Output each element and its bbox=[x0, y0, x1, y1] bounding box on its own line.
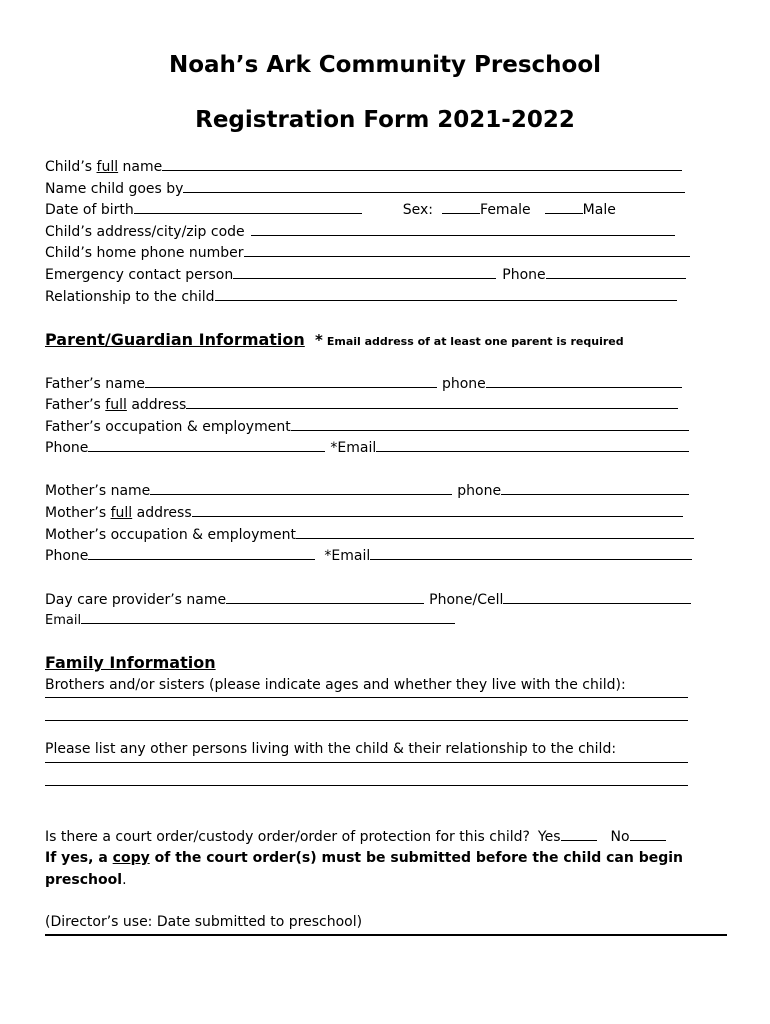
child-address-label: Child’s address/city/zip code bbox=[45, 224, 245, 240]
parent-guardian-heading: Parent/Guardian Information bbox=[45, 330, 305, 349]
daycare-row bbox=[45, 591, 691, 608]
child-home-phone-field[interactable] bbox=[244, 244, 690, 257]
form-title: Registration Form 2021-2022 bbox=[195, 107, 575, 133]
daycare-provider-label: Day care provider’s name bbox=[45, 592, 227, 608]
mother-phone-email-row bbox=[45, 547, 692, 564]
mother-occupation-field[interactable] bbox=[296, 526, 694, 539]
child-home-phone-row bbox=[45, 244, 690, 261]
child-goes-by-field[interactable] bbox=[183, 180, 685, 193]
court-order-question: Is there a court order/custody order/order of protection for this child? bbox=[45, 829, 530, 845]
emergency-contact-field[interactable] bbox=[233, 266, 496, 279]
father-email-field[interactable] bbox=[376, 439, 689, 452]
siblings-field-1[interactable] bbox=[45, 697, 688, 698]
daycare-phone-field[interactable] bbox=[503, 591, 691, 604]
child-full-name-row bbox=[45, 158, 682, 175]
mother-phone2-label: Phone bbox=[45, 548, 89, 564]
daycare-provider-field[interactable] bbox=[226, 591, 424, 604]
child-full-name-label: Child’s full name bbox=[45, 159, 163, 175]
child-home-phone-label: Child’s home phone number bbox=[45, 245, 244, 261]
emergency-contact-label: Emergency contact person bbox=[45, 267, 234, 283]
father-phone2-label: Phone bbox=[45, 440, 89, 456]
email-required-note: * Email address of at least one parent is required bbox=[315, 331, 624, 349]
dob-field[interactable] bbox=[134, 201, 362, 214]
father-email-label: *Email bbox=[330, 440, 377, 456]
mother-phone-label: phone bbox=[457, 483, 502, 499]
emergency-phone-field[interactable] bbox=[546, 266, 686, 279]
father-phone-label: phone bbox=[441, 376, 486, 392]
court-no-field[interactable] bbox=[630, 828, 666, 841]
others-prompt: Please list any other persons living with the child & their relationship to the child: bbox=[45, 741, 617, 757]
daycare-phone-label: Phone/Cell bbox=[429, 592, 504, 608]
mother-name-row bbox=[45, 482, 689, 499]
mother-address-row bbox=[45, 504, 683, 521]
mother-email-field[interactable] bbox=[370, 547, 692, 560]
others-field-2[interactable] bbox=[45, 785, 688, 786]
court-order-row bbox=[45, 828, 666, 845]
director-use-field[interactable] bbox=[45, 934, 727, 936]
father-phone-field[interactable] bbox=[486, 375, 682, 388]
father-phone2-field[interactable] bbox=[88, 439, 325, 452]
emergency-contact-row bbox=[45, 266, 686, 283]
dob-sex-row bbox=[45, 201, 616, 218]
father-address-row bbox=[45, 396, 678, 413]
mother-email-label: *Email bbox=[324, 548, 371, 564]
father-phone-email-row bbox=[45, 439, 689, 456]
sex-label: Sex: bbox=[402, 202, 434, 218]
relationship-field[interactable] bbox=[215, 288, 677, 301]
father-name-field[interactable] bbox=[145, 375, 437, 388]
school-name: Noah’s Ark Community Preschool bbox=[168, 52, 602, 78]
court-no-label: No bbox=[610, 829, 630, 845]
mother-address-label: Mother’s full address bbox=[45, 505, 192, 521]
daycare-email-field[interactable] bbox=[81, 611, 455, 624]
father-name-row bbox=[45, 375, 682, 392]
father-occupation-row bbox=[45, 418, 689, 435]
female-label: Female bbox=[480, 202, 531, 218]
siblings-field-2[interactable] bbox=[45, 720, 688, 721]
dob-label: Date of birth bbox=[45, 202, 134, 218]
mother-occupation-row bbox=[45, 526, 694, 543]
female-checkbox[interactable] bbox=[442, 201, 480, 214]
child-address-field[interactable] bbox=[251, 223, 675, 236]
mother-address-field[interactable] bbox=[192, 504, 683, 517]
court-yes-label: Yes bbox=[537, 829, 561, 845]
father-name-label: Father’s name bbox=[45, 376, 145, 392]
father-address-label: Father’s full address bbox=[45, 397, 187, 413]
child-full-name-field[interactable] bbox=[162, 158, 682, 171]
court-order-note-line2: preschool. bbox=[45, 872, 127, 888]
director-use-label: (Director’s use: Date submitted to preschool) bbox=[45, 914, 363, 930]
father-occupation-field[interactable] bbox=[291, 418, 689, 431]
male-checkbox[interactable] bbox=[545, 201, 583, 214]
mother-phone2-field[interactable] bbox=[88, 547, 315, 560]
mother-name-field[interactable] bbox=[150, 482, 452, 495]
child-address-row bbox=[45, 223, 675, 240]
mother-occupation-label: Mother’s occupation & employment bbox=[45, 527, 296, 543]
court-yes-field[interactable] bbox=[561, 828, 597, 841]
court-order-note: If yes, a copy of the court order(s) must be submitted before the child can begin bbox=[45, 850, 684, 866]
mother-phone-field[interactable] bbox=[501, 482, 689, 495]
child-goes-by-row bbox=[45, 180, 685, 197]
father-address-field[interactable] bbox=[186, 396, 678, 409]
relationship-row bbox=[45, 288, 677, 305]
daycare-email-label: Email bbox=[45, 613, 82, 628]
siblings-prompt: Brothers and/or sisters (please indicate ages and whether they live with the child): bbox=[45, 677, 626, 693]
father-occupation-label: Father’s occupation & employment bbox=[45, 419, 291, 435]
daycare-email-row bbox=[45, 611, 455, 628]
mother-name-label: Mother’s name bbox=[45, 483, 151, 499]
family-info-heading: Family Information bbox=[45, 653, 216, 672]
emergency-phone-label: Phone bbox=[502, 267, 546, 283]
others-field-1[interactable] bbox=[45, 762, 688, 763]
male-label: Male bbox=[582, 202, 616, 218]
child-goes-by-label: Name child goes by bbox=[45, 181, 184, 197]
relationship-label: Relationship to the child bbox=[45, 289, 215, 305]
